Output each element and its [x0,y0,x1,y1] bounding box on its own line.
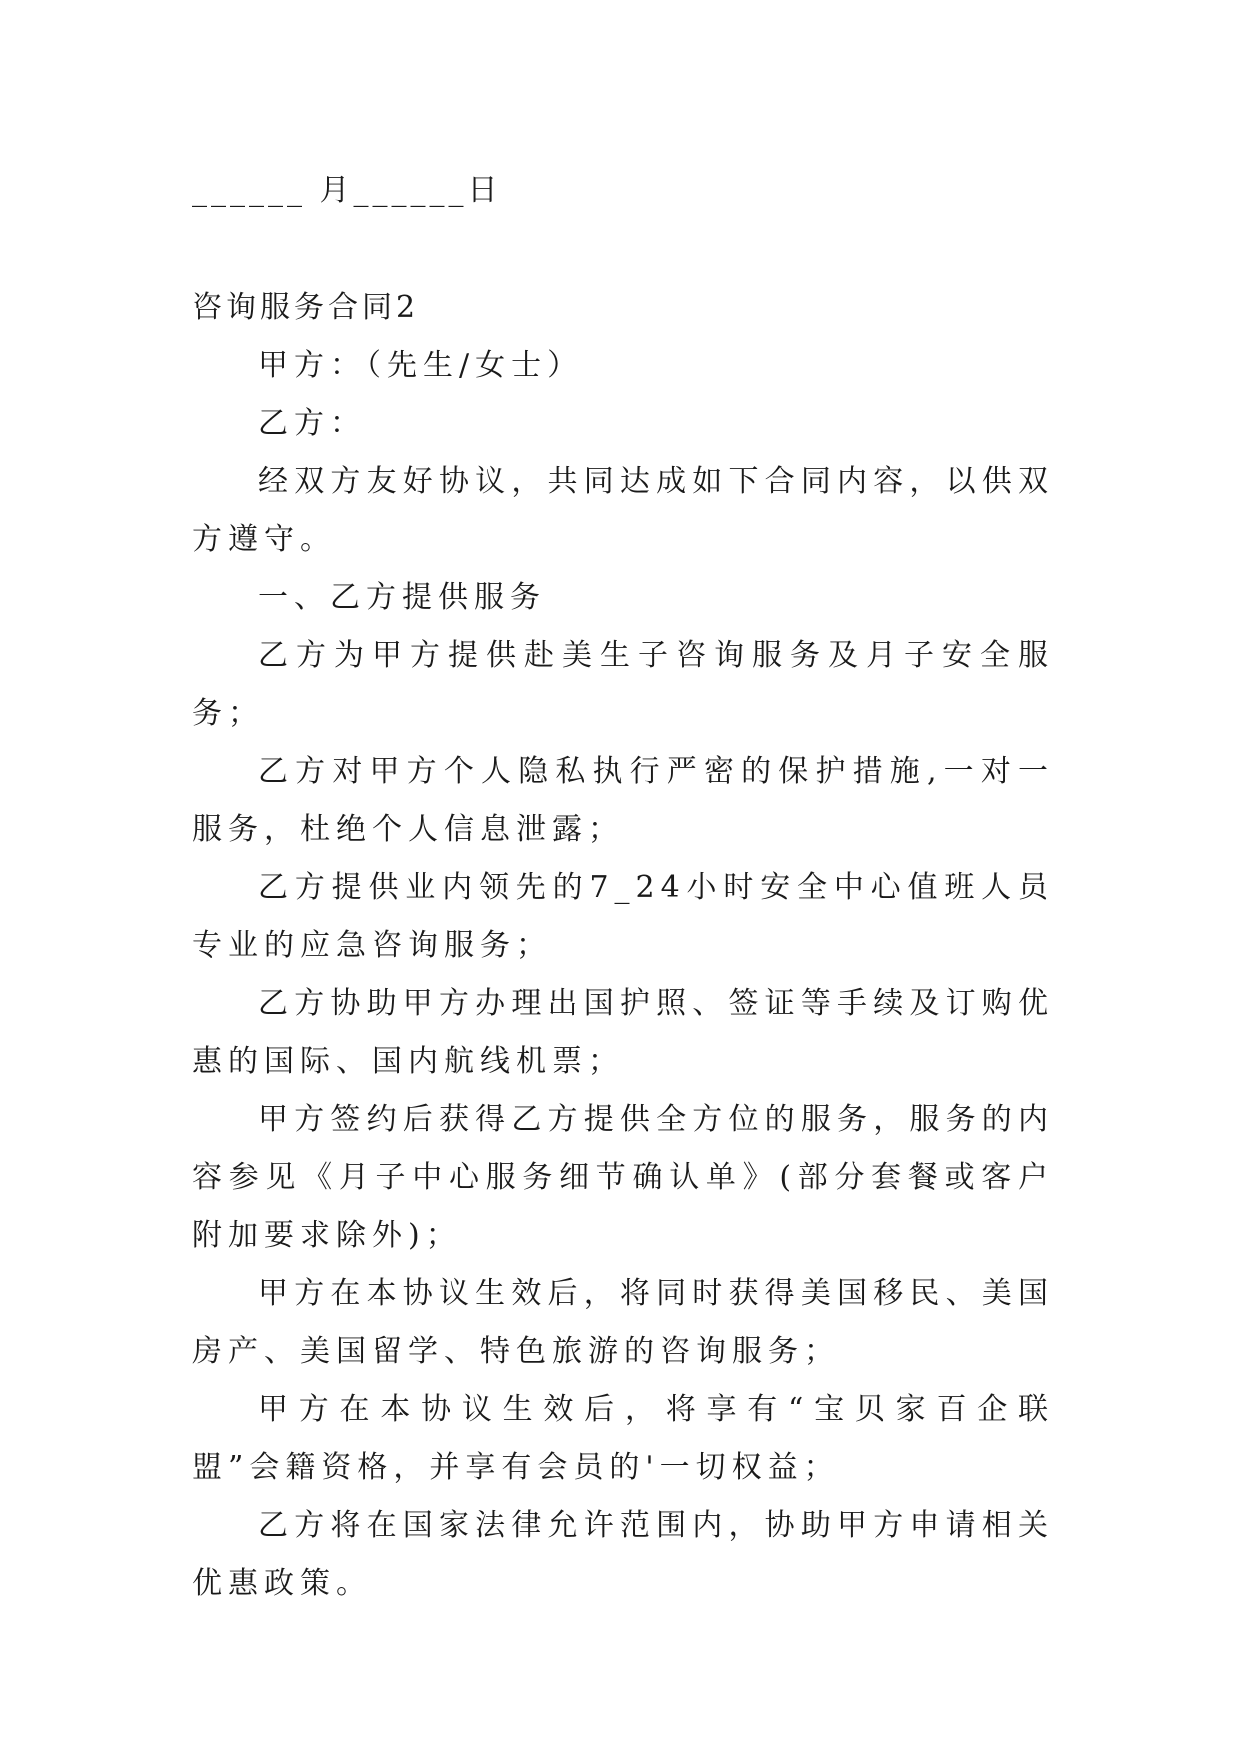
section-heading: 一、乙方提供服务 [258,580,546,615]
clause-paragraph: 甲方在本协议生效后，将享有“宝贝家百企联盟”会籍资格，并享有会员的'一切权益； [192,1392,1054,1485]
clause-paragraph: 乙方协助甲方办理出国护照、签证等手续及订购优惠的国际、国内航线机票； [192,986,1054,1079]
clause-paragraph: 甲方在本协议生效后，将同时获得美国移民、美国房产、美国留学、特色旅游的咨询服务； [192,1276,1054,1369]
preamble-paragraph: 经双方友好协议，共同达成如下合同内容，以供双方遵守。 [192,464,1054,557]
party-b-line: 乙方： [258,406,366,441]
clause-paragraph: 乙方提供业内领先的7_24小时安全中心值班人员专业的应急咨询服务； [192,870,1054,963]
date-line: ______ 月______日 [192,173,502,208]
clause-paragraph: 乙方将在国家法律允许范围内，协助甲方申请相关优惠政策。 [192,1508,1054,1601]
document-title: 咨询服务合同2 [192,290,420,325]
clause-paragraph: 甲方签约后获得乙方提供全方位的服务，服务的内容参见《月子中心服务细节确认单》(部分套餐或客户附加要求除外)； [192,1102,1054,1253]
clause-paragraph: 乙方为甲方提供赴美生子咨询服务及月子安全服务； [192,638,1054,731]
party-a-line: 甲方：（先生/女士） [258,348,584,383]
clause-paragraph: 乙方对甲方个人隐私执行严密的保护措施,一对一服务，杜绝个人信息泄露； [192,754,1054,847]
contract-body [192,337,1054,1613]
